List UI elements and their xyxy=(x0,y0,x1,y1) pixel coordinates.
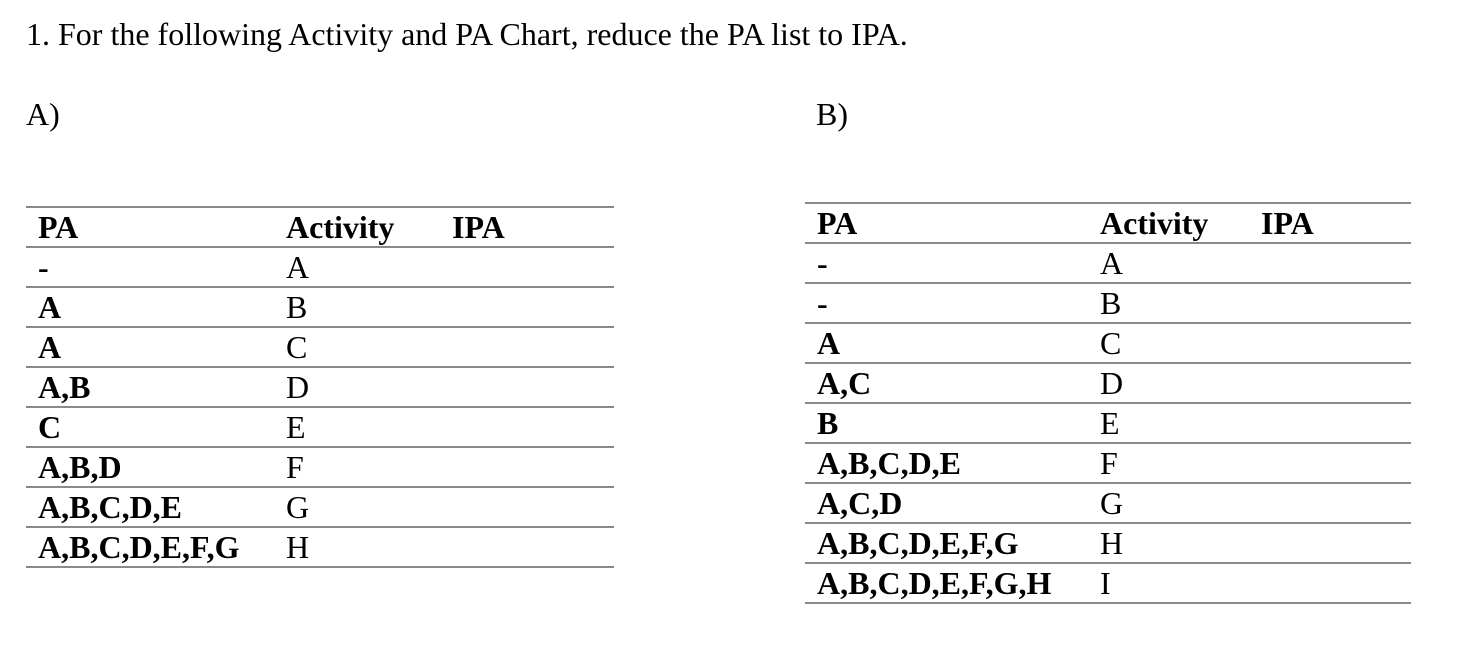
table-row xyxy=(26,327,614,367)
header-activity: Activity xyxy=(1088,203,1249,243)
header-pa: PA xyxy=(805,203,1088,243)
table-row xyxy=(26,247,614,287)
ipa-cell xyxy=(440,367,614,407)
ipa-cell xyxy=(440,247,614,287)
activity-cell: F xyxy=(274,447,440,487)
ipa-cell xyxy=(1249,283,1411,323)
pa-cell: A,B,C,D,E,F,G,H xyxy=(805,563,1088,603)
header-row xyxy=(26,207,614,247)
part-b-table xyxy=(805,202,1411,604)
table-row xyxy=(805,523,1411,563)
header-ipa: IPA xyxy=(440,207,614,247)
table-row xyxy=(805,323,1411,363)
activity-cell: B xyxy=(1088,283,1249,323)
table-row xyxy=(26,287,614,327)
ipa-cell xyxy=(1249,323,1411,363)
activity-cell: C xyxy=(274,327,440,367)
activity-cell: G xyxy=(274,487,440,527)
pa-cell: A,B xyxy=(26,367,274,407)
pa-cell: A,C,D xyxy=(805,483,1088,523)
part-a-table-body xyxy=(26,247,614,567)
activity-cell: F xyxy=(1088,443,1249,483)
ipa-cell xyxy=(1249,523,1411,563)
ipa-cell xyxy=(440,327,614,367)
header-row xyxy=(805,203,1411,243)
pa-cell: C xyxy=(26,407,274,447)
activity-cell: B xyxy=(274,287,440,327)
table-row xyxy=(805,483,1411,523)
pa-cell: - xyxy=(805,243,1088,283)
table-row xyxy=(805,243,1411,283)
pa-cell: A xyxy=(26,287,274,327)
ipa-cell xyxy=(440,447,614,487)
activity-cell: H xyxy=(274,527,440,567)
activity-cell: D xyxy=(1088,363,1249,403)
activity-cell: H xyxy=(1088,523,1249,563)
table-row xyxy=(26,527,614,567)
table-row xyxy=(26,487,614,527)
activity-cell: E xyxy=(1088,403,1249,443)
activity-cell: I xyxy=(1088,563,1249,603)
pa-cell: A,B,C,D,E,F,G xyxy=(805,523,1088,563)
ipa-cell xyxy=(440,287,614,327)
table-row xyxy=(805,563,1411,603)
header-activity: Activity xyxy=(274,207,440,247)
ipa-cell xyxy=(440,487,614,527)
activity-cell: D xyxy=(274,367,440,407)
pa-cell: - xyxy=(26,247,274,287)
table-row xyxy=(26,407,614,447)
part-a-table xyxy=(26,206,614,568)
ipa-cell xyxy=(1249,563,1411,603)
pa-cell: A,B,C,D,E xyxy=(805,443,1088,483)
pa-cell: A,C xyxy=(805,363,1088,403)
table-row xyxy=(805,443,1411,483)
table-row xyxy=(26,367,614,407)
pa-cell: A xyxy=(805,323,1088,363)
ipa-cell xyxy=(1249,243,1411,283)
activity-cell: C xyxy=(1088,323,1249,363)
ipa-cell xyxy=(1249,363,1411,403)
table-row xyxy=(805,283,1411,323)
pa-cell: - xyxy=(805,283,1088,323)
pa-cell: B xyxy=(805,403,1088,443)
table-row xyxy=(26,447,614,487)
header-pa: PA xyxy=(26,207,274,247)
activity-cell: E xyxy=(274,407,440,447)
ipa-cell xyxy=(1249,403,1411,443)
pa-cell: A,B,D xyxy=(26,447,274,487)
ipa-cell xyxy=(1249,443,1411,483)
table-row xyxy=(805,403,1411,443)
activity-cell: A xyxy=(274,247,440,287)
activity-cell: A xyxy=(1088,243,1249,283)
part-a-label: A) xyxy=(26,96,60,132)
activity-cell: G xyxy=(1088,483,1249,523)
ipa-cell xyxy=(440,407,614,447)
pa-cell: A,B,C,D,E,F,G xyxy=(26,527,274,567)
part-b-label: B) xyxy=(816,96,848,132)
ipa-cell xyxy=(1249,483,1411,523)
table-row xyxy=(805,363,1411,403)
pa-cell: A xyxy=(26,327,274,367)
header-ipa: IPA xyxy=(1249,203,1411,243)
question-text: 1. For the following Activity and PA Chart, reduce the PA list to IPA. xyxy=(26,16,908,52)
ipa-cell xyxy=(440,527,614,567)
pa-cell: A,B,C,D,E xyxy=(26,487,274,527)
part-b-table-body xyxy=(805,243,1411,603)
